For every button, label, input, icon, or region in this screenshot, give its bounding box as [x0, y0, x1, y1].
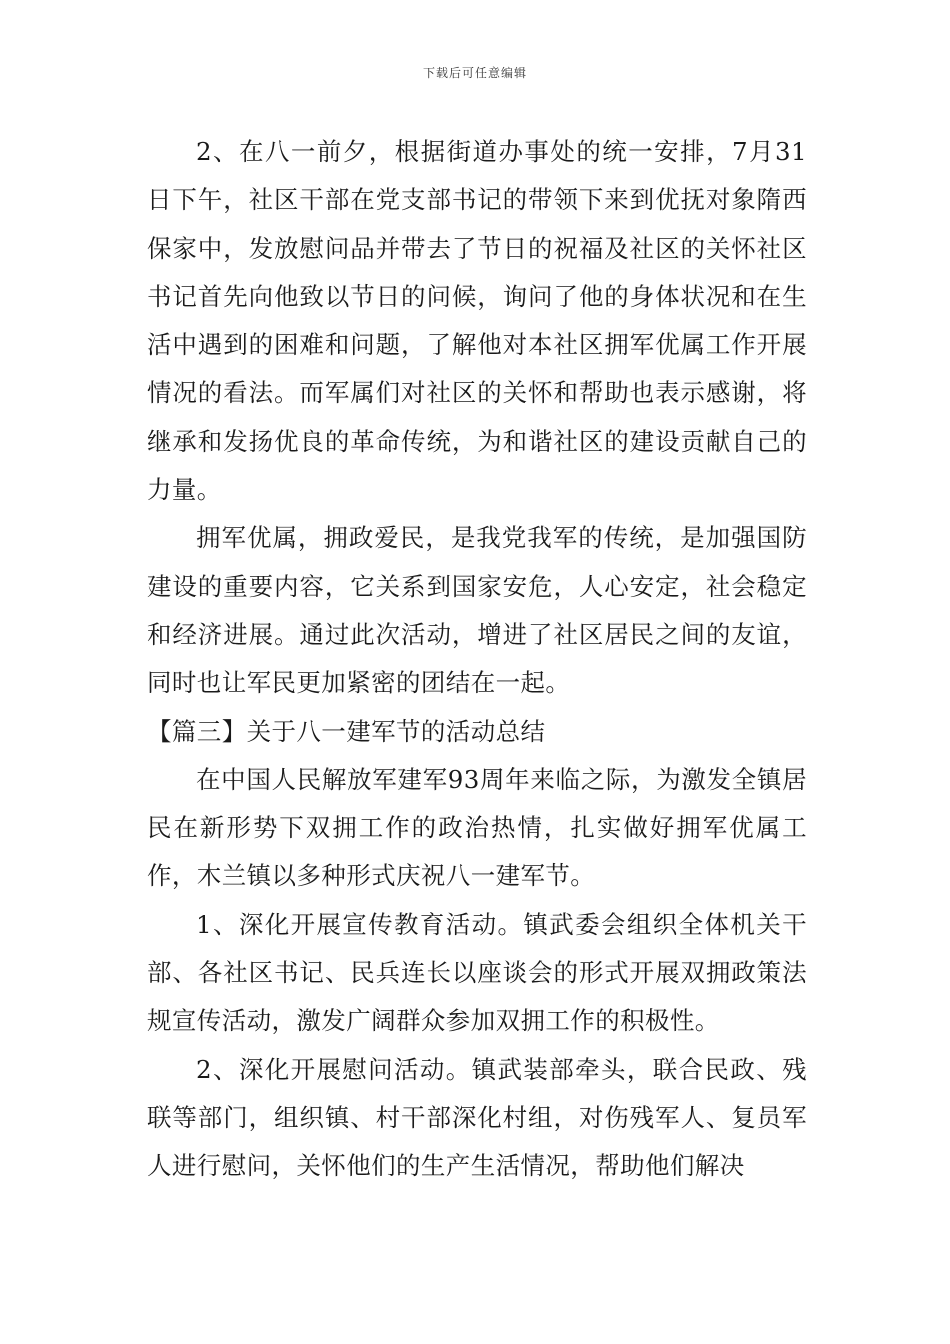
page-header: 下载后可任意编辑: [422, 66, 527, 80]
paragraph-visit: 2、在八一前夕，根据街道办事处的统一安排，7月31日下午，社区干部在党支部书记的带领下来到优抚对象隋西保家中，发放慰问品并带去了节日的祝福及社区的关怀社区书记首先向他致以节日的问候，询问了他的身体状况和在生活中遇到的困难和问题，了解他对本社区拥军优属工作开展情况的看法。而军属们对社区的关怀和帮助也表示感谢，将继承和发扬优良的革命传统，为和谐社区的建设贡献自己的力量。: [147, 137, 807, 505]
paragraph-support-army: 拥军优属，拥政爱民，是我党我军的传统，是加强国防建设的重要内容，它关系到国家安危，人心安定，社会稳定和经济进展。通过此次活动，增进了社区居民之间的友谊，同时也让军民更加紧密的团结在一起。: [147, 523, 807, 698]
document-body: [147, 128, 807, 1191]
section-heading: 【篇三】关于八一建军节的活动总结: [147, 716, 546, 746]
paragraph-section-intro: 在中国人民解放军建军93周年来临之际，为激发全镇居民在新形势下双拥工作的政治热情，扎实做好拥军优属工作，木兰镇以多种形式庆祝八一建军节。: [147, 764, 807, 891]
paragraph-publicity: 1、深化开展宣传教育活动。镇武委会组织全体机关干部、各社区书记、民兵连长以座谈会的形式开展双拥政策法规宣传活动，激发广阔群众参加双拥工作的积极性。: [147, 909, 807, 1036]
paragraph-condolence: 2、深化开展慰问活动。镇武装部牵头，联合民政、残联等部门，组织镇、村干部深化村组，对伤残军人、复员军人进行慰问，关怀他们的生产生活情况，帮助他们解决: [147, 1054, 807, 1181]
